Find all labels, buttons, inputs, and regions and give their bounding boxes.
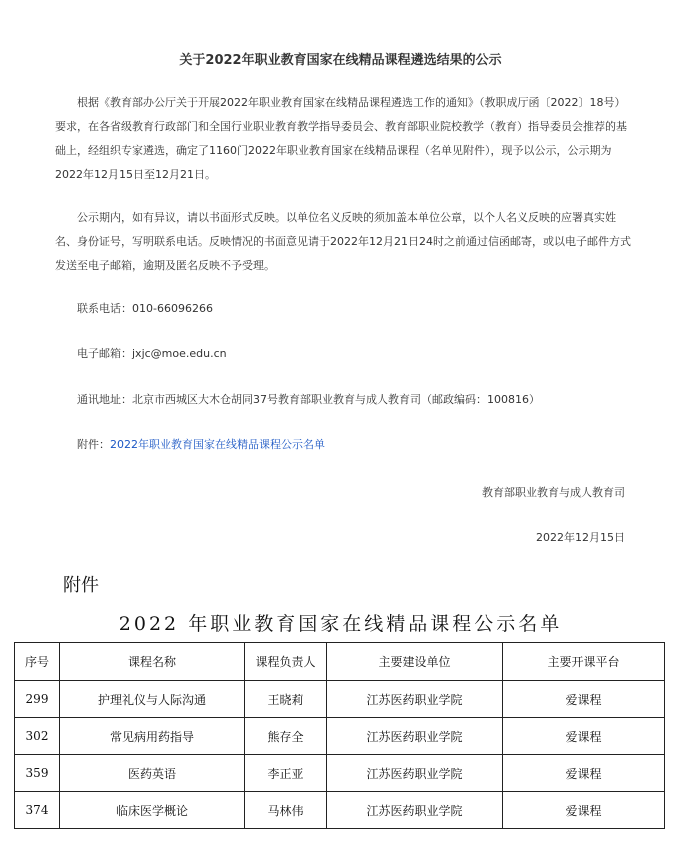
- table-row: [15, 718, 665, 755]
- cell-serial: 359: [15, 755, 60, 792]
- attachment-link[interactable]: 2022年职业教育国家在线精品课程公示名单: [110, 438, 325, 451]
- table-row: [15, 681, 665, 718]
- signature: 教育部职业教育与成人教育司: [482, 486, 625, 499]
- header-platform: 主要开课平台: [503, 643, 665, 681]
- cell-institution: 江苏医药职业学院: [327, 755, 503, 792]
- attachment-heading: 附件: [63, 575, 99, 596]
- cell-course-name: 医药英语: [60, 755, 245, 792]
- cell-serial: 299: [15, 681, 60, 718]
- contact-phone: 联系电话：010-66096266: [77, 302, 213, 315]
- notice-date: 2022年12月15日: [536, 531, 625, 544]
- contact-address: 通讯地址：北京市西城区大木仓胡同37号教育部职业教育与成人教育司（邮政编码：100816）: [77, 393, 540, 406]
- cell-lead: 王晓莉: [245, 681, 327, 718]
- header-institution: 主要建设单位: [327, 643, 503, 681]
- table-header-row: [15, 643, 665, 681]
- list-title: 2022 年职业教育国家在线精品课程公示名单: [118, 613, 563, 635]
- cell-lead: 熊存全: [245, 718, 327, 755]
- attachment-line: [77, 437, 325, 453]
- cell-serial: 302: [15, 718, 60, 755]
- table-row: [15, 755, 665, 792]
- cell-institution: 江苏医药职业学院: [327, 792, 503, 829]
- cell-platform: 爱课程: [503, 755, 665, 792]
- cell-institution: 江苏医药职业学院: [327, 718, 503, 755]
- contact-email: 电子邮箱：jxjc@moe.edu.cn: [77, 347, 227, 360]
- cell-platform: 爱课程: [503, 792, 665, 829]
- table-row: [15, 792, 665, 829]
- header-lead: 课程负责人: [245, 643, 327, 681]
- cell-lead: 马林伟: [245, 792, 327, 829]
- notice-title: 关于2022年职业教育国家在线精品课程遴选结果的公示: [179, 53, 502, 68]
- notice-paragraph-basis: 根据《教育部办公厅关于开展2022年职业教育国家在线精品课程遴选工作的通知》（教职成厅函〔2022〕18号）要求，在各省级教育行政部门和全国行业职业教育教学指导委员会、教育部职业院校教学（教育）指导委员会推荐的基础上，经组织专家遴选，确定了1160门2022年职业教育国家在线精品课程（名单见附件），现予以公示，公示期为2022年12月15日至12月21日。: [55, 96, 627, 181]
- cell-course-name: 临床医学概论: [60, 792, 245, 829]
- cell-course-name: 护理礼仪与人际沟通: [60, 681, 245, 718]
- header-course-name: 课程名称: [60, 643, 245, 681]
- cell-course-name: 常见病用药指导: [60, 718, 245, 755]
- header-serial: 序号: [15, 643, 60, 681]
- cell-platform: 爱课程: [503, 718, 665, 755]
- notice-paragraph-objection: 公示期内，如有异议，请以书面形式反映。以单位名义反映的须加盖本单位公章，以个人名义反映的应署真实姓名、身份证号，写明联系电话。反映情况的书面意见请于2022年12月21日24时之前通过信函邮寄，或以电子邮件方式发送至电子邮箱，逾期及匿名反映不予受理。: [55, 211, 631, 272]
- cell-institution: 江苏医药职业学院: [327, 681, 503, 718]
- cell-serial: 374: [15, 792, 60, 829]
- cell-lead: 李正亚: [245, 755, 327, 792]
- cell-platform: 爱课程: [503, 681, 665, 718]
- course-table: [14, 642, 665, 829]
- attachment-prefix: 附件：: [77, 438, 110, 451]
